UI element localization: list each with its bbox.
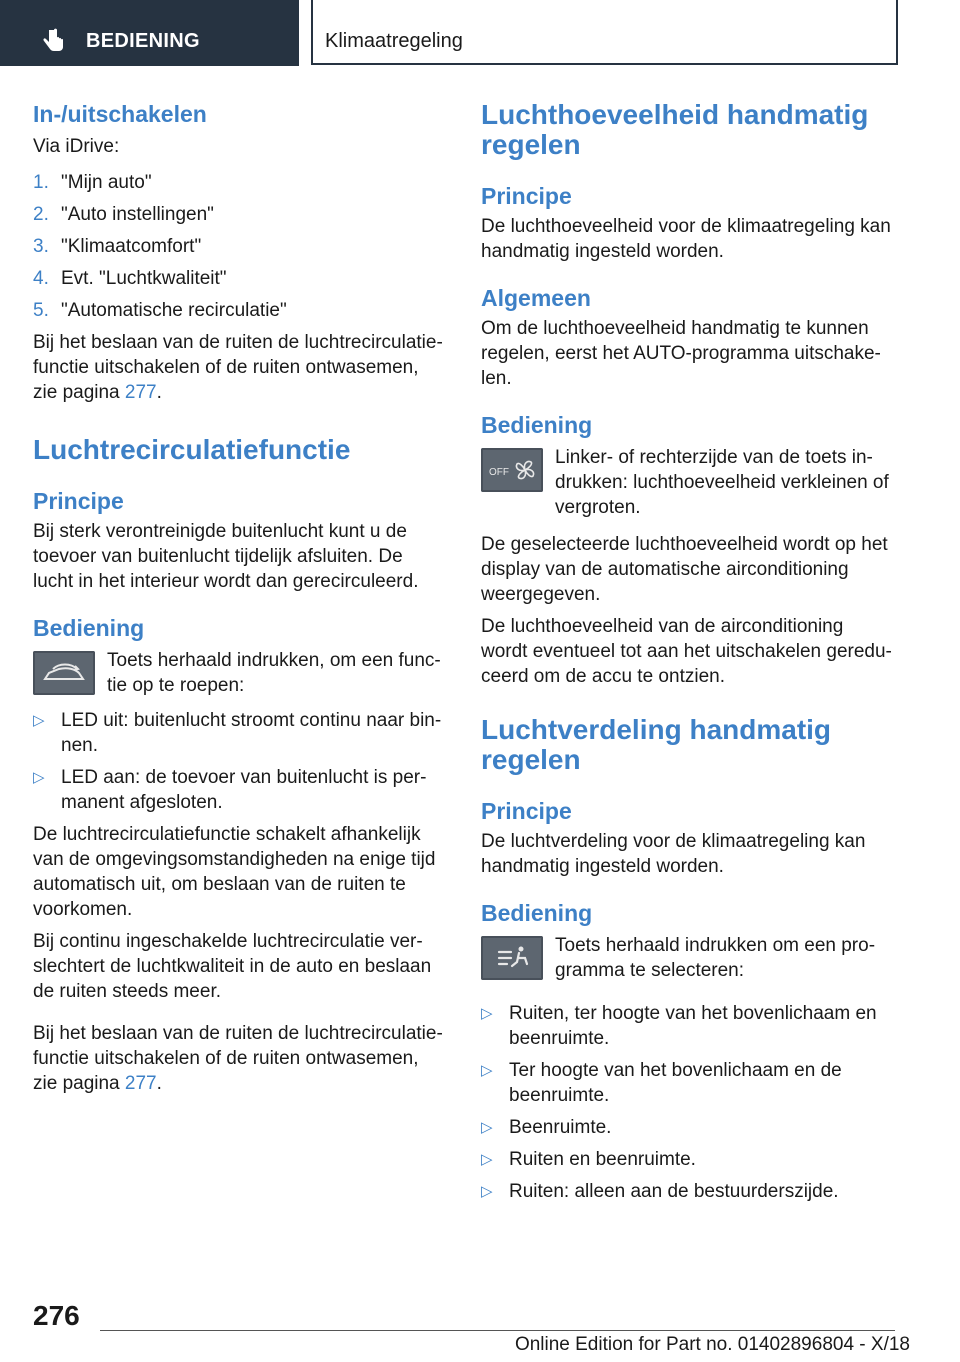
fan-button-row — [481, 445, 895, 520]
list-item: ▷ Ruiten, ter hoogte van het bovenlichaam en beenruimte. — [481, 1003, 877, 1049]
battery-text: De luchthoeveelheid van de airconditioning wordt eventueel tot aan het uitschakelen geredu-ceerd om de accu te ontzien. — [481, 616, 892, 687]
fan-icon — [481, 448, 543, 492]
recirculation-heading: Luchtrecirculatiefunctie — [33, 434, 351, 465]
triangle-bullet-icon: ▷ — [33, 769, 45, 786]
general-heading: Algemeen — [481, 285, 591, 311]
operation-heading: Bediening — [33, 615, 145, 641]
triangle-bullet-icon: ▷ — [481, 1062, 493, 1079]
recirculation-states — [33, 708, 447, 815]
principle-text: Bij sterk verontreinigde buitenlucht kunt u de toevoer van buitenlucht tijdelijk afsluiten. De lucht in het interieur wordt dan gerecirculeerd. — [33, 521, 419, 592]
triangle-bullet-icon: ▷ — [33, 712, 45, 729]
triangle-bullet-icon: ▷ — [481, 1151, 493, 1168]
airflow-heading: Luchthoeveelheid handmatig regelen — [481, 99, 869, 160]
list-item: ▷ Ruiten: alleen aan de bestuurderszijde. — [481, 1181, 839, 1202]
operation-heading-2: Bediening — [481, 900, 593, 926]
fog-note-2: Bij het beslaan van de ruiten de luchtrecirculatie-functie uitschakelen of de ruiten ontwasemen, zie pagina 277. — [33, 1023, 443, 1094]
chapter-tab — [311, 0, 898, 65]
recirculation-button-image — [33, 651, 95, 695]
idrive-steps — [33, 170, 447, 323]
left-column — [33, 100, 447, 1096]
right-column — [481, 100, 895, 1211]
step-item: 3. "Klimaatcomfort" — [33, 236, 202, 257]
step-item: 1. "Mijn auto" — [33, 172, 152, 193]
via-idrive-text: Via iDrive: — [33, 136, 120, 157]
principle-text: De luchthoeveelheid voor de klimaatregeling kan handmatig ingesteld worden. — [481, 216, 891, 262]
principle-heading: Principe — [33, 488, 124, 514]
continuous-warning-text: Bij continu ingeschakelde luchtrecirculatie ver-slechtert de luchtkwaliteit in de auto en beslaan de ruiten steeds meer. — [33, 931, 432, 1002]
triangle-bullet-icon: ▷ — [481, 1119, 493, 1136]
chapter-title: Klimaatregeling — [325, 30, 463, 52]
list-item: ▷ Ter hoogte van het bovenlichaam en de beenruimte. — [481, 1060, 842, 1106]
page-link[interactable]: 277 — [124, 1073, 157, 1094]
air-distribution-icon — [481, 936, 543, 980]
svg-text:OFF: OFF — [489, 467, 509, 478]
section-tab — [0, 0, 299, 66]
operation-heading: Bediening — [481, 412, 593, 438]
fan-button-image — [481, 448, 543, 492]
distribution-button-row — [481, 933, 895, 983]
page-link[interactable]: 277 — [124, 382, 157, 403]
onoff-heading: In-/uitschakelen — [33, 101, 207, 127]
fog-note: Bij het beslaan van de ruiten de luchtrecirculatie-functie uitschakelen of de ruiten ontwasemen, zie pagina 277. — [33, 332, 443, 403]
page-footer — [0, 1290, 960, 1362]
operation-text-2: Toets herhaald indrukken om een pro-gramma te selecteren: — [555, 935, 876, 981]
list-item: ▷ LED uit: buitenlucht stroomt continu naar bin-nen. — [33, 710, 442, 756]
recirculation-button-row — [33, 648, 447, 698]
list-item: ▷ Ruiten en beenruimte. — [481, 1149, 696, 1170]
triangle-bullet-icon: ▷ — [481, 1183, 493, 1200]
page-number: 276 — [33, 1300, 80, 1331]
triangle-bullet-icon: ▷ — [481, 1005, 493, 1022]
display-text: De geselecteerde luchthoeveelheid wordt op het display van de automatische airconditioning weergegeven. — [481, 534, 888, 605]
edition-text: Online Edition for Part no. 01402896804 - X/18 — [514, 1334, 910, 1355]
list-item: ▷ Beenruimte. — [481, 1117, 612, 1138]
principle-heading-2: Principe — [481, 798, 572, 824]
recirculation-car-icon — [33, 651, 95, 695]
hand-pointer-icon — [40, 28, 66, 54]
operation-text: Toets herhaald indrukken, om een func-tie op te roepen: — [107, 650, 441, 696]
distribution-heading: Luchtverdeling handmatig regelen — [481, 714, 832, 775]
operation-text: Linker- of rechterzijde van de toets in-drukken: luchthoeveelheid verkleinen of vergroten. — [555, 447, 889, 518]
principle-text-2: De luchtverdeling voor de klimaatregeling kan handmatig ingesteld worden. — [481, 831, 866, 877]
page-header — [0, 0, 960, 66]
step-item: 2. "Auto instellingen" — [33, 204, 214, 225]
step-item: 5. "Automatische recirculatie" — [33, 300, 287, 321]
general-text: Om de luchthoeveelheid handmatig te kunnen regelen, eerst het AUTO-programma uitschake-len. — [481, 318, 881, 389]
program-list — [481, 1001, 895, 1204]
auto-off-text: De luchtrecirculatiefunctie schakelt afhankelijk van de omgevingsomstandigheden na enige tijd automatisch uit, om beslaan van de ruiten te voorkomen. — [33, 824, 436, 920]
step-item: 4. Evt. "Luchtkwaliteit" — [33, 268, 227, 289]
section-title: BEDIENING — [86, 30, 200, 52]
footer-divider — [100, 1330, 895, 1331]
distribution-button-image — [481, 936, 543, 980]
list-item: ▷ LED aan: de toevoer van buitenlucht is per-manent afgesloten. — [33, 767, 427, 813]
principle-heading: Principe — [481, 183, 572, 209]
